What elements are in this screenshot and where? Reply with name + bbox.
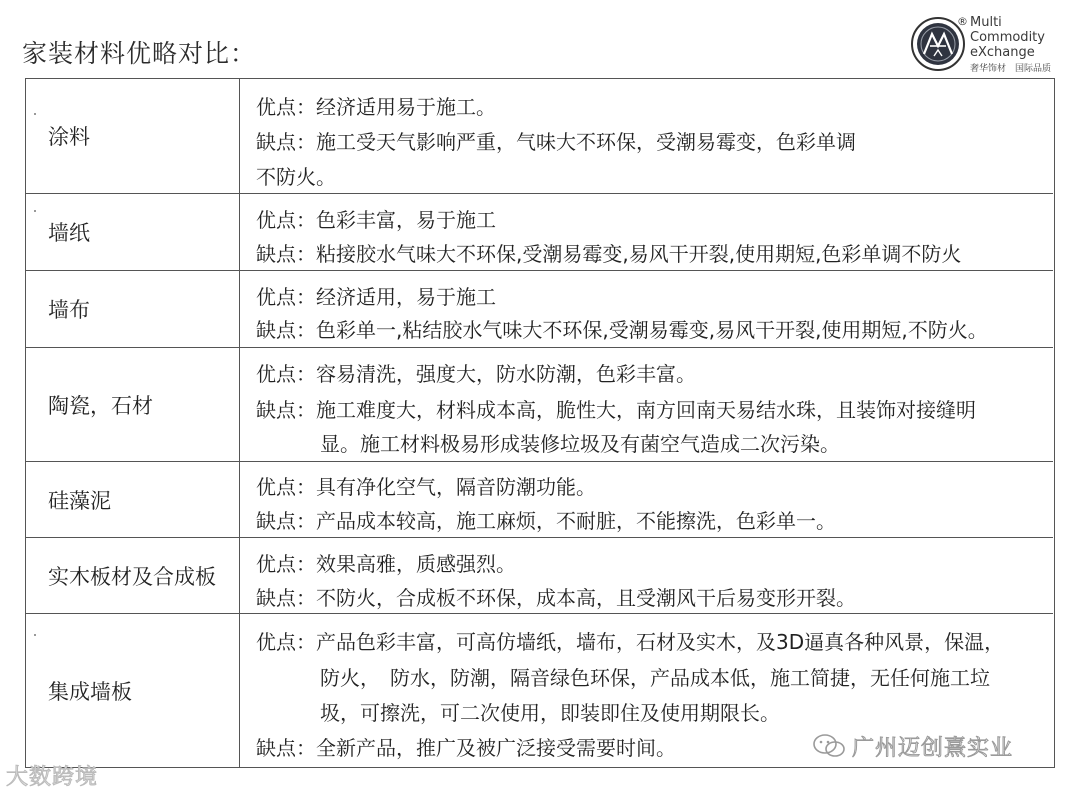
table-row — [26, 538, 1053, 614]
material-name: 硅藻泥 — [26, 462, 240, 537]
desc-line: 优点：经济适用，易于施工 — [256, 285, 496, 309]
material-description — [240, 462, 1053, 537]
desc-line: 优点：容易清洗，强度大，防水防潮，色彩丰富。 — [256, 362, 696, 386]
bullet-dot — [34, 113, 36, 115]
material-name: 涂料 — [26, 79, 240, 193]
desc-line: 优点：具有净化空气，隔音防潮功能。 — [256, 475, 596, 499]
material-name: 实木板材及合成板 — [26, 538, 240, 613]
desc-line: 缺点：产品成本较高，施工麻烦，不耐脏，不能擦洗，色彩单一。 — [256, 509, 836, 533]
desc-line: 优点：效果高雅，质感强烈。 — [256, 552, 516, 576]
table-row — [26, 462, 1053, 538]
material-description — [240, 194, 1053, 270]
material-description — [240, 79, 1053, 193]
logo-subtitle: 奢华饰材 国际品质 — [970, 64, 1052, 74]
table-row — [26, 348, 1053, 462]
watermark-right-text: 广州迈创熹实业 — [852, 735, 1014, 761]
material-name: 陶瓷，石材 — [26, 348, 240, 461]
bullet-dot — [34, 210, 36, 212]
desc-line: 缺点：色彩单一,粘结胶水气味大不环保,受潮易霉变,易风干开裂,使用期短,不防火。 — [256, 318, 988, 342]
registered-mark: ® — [957, 15, 968, 28]
desc-line: 防火， 防水，防潮，隔音绿色环保，产品成本低，施工简捷，无任何施工垃 — [320, 666, 990, 690]
material-name: 集成墙板 — [26, 614, 240, 767]
watermark-left — [6, 760, 98, 791]
company-logo — [910, 14, 1070, 76]
comparison-table — [25, 78, 1055, 768]
desc-line: 不防火。 — [256, 165, 336, 189]
logo-line-2: Commodity — [970, 30, 1045, 45]
material-name: 墙纸 — [26, 194, 240, 270]
material-description — [240, 538, 1053, 613]
page-title: 家装材料优略对比： — [22, 39, 257, 68]
logo-line-1: Multi — [970, 15, 1002, 30]
table-row — [26, 79, 1053, 194]
desc-line: 缺点：不防火，合成板不环保，成本高，且受潮风干后易变形开裂。 — [256, 586, 856, 610]
table-row — [26, 194, 1053, 271]
desc-line: 优点：产品色彩丰富，可高仿墙纸，墙布，石材及实木，及3D逼真各种风景，保温， — [256, 630, 1005, 654]
desc-line: 显。施工材料极易形成装修垃圾及有菌空气造成二次污染。 — [320, 432, 840, 456]
material-name: 墙布 — [26, 271, 240, 347]
desc-line: 缺点：施工难度大，材料成本高，脆性大，南方回南天易结水珠，且装饰对接缝明 — [256, 398, 976, 422]
material-description — [240, 271, 1053, 347]
desc-line: 缺点：粘接胶水气味大不环保,受潮易霉变,易风干开裂,使用期短,色彩单调不防火 — [256, 242, 962, 266]
desc-line: 优点：色彩丰富，易于施工 — [256, 208, 496, 232]
logo-line-3: eXchange — [970, 45, 1035, 60]
watermark-left-text: 大数跨境 — [6, 765, 99, 790]
desc-line: 圾，可擦洗，可二次使用，即装即住及使用期限长。 — [320, 701, 780, 725]
desc-line: 缺点：施工受天气影响严重，气味大不环保，受潮易霉变，色彩单调 — [256, 130, 856, 154]
table-row — [26, 271, 1053, 348]
material-description — [240, 348, 1053, 461]
wechat-icon — [812, 733, 846, 759]
desc-line: 优点：经济适用易于施工。 — [256, 95, 496, 119]
desc-line: 缺点：全新产品，推广及被广泛接受需要时间。 — [256, 736, 676, 760]
bullet-dot — [34, 634, 36, 636]
watermark-right — [812, 730, 1013, 762]
